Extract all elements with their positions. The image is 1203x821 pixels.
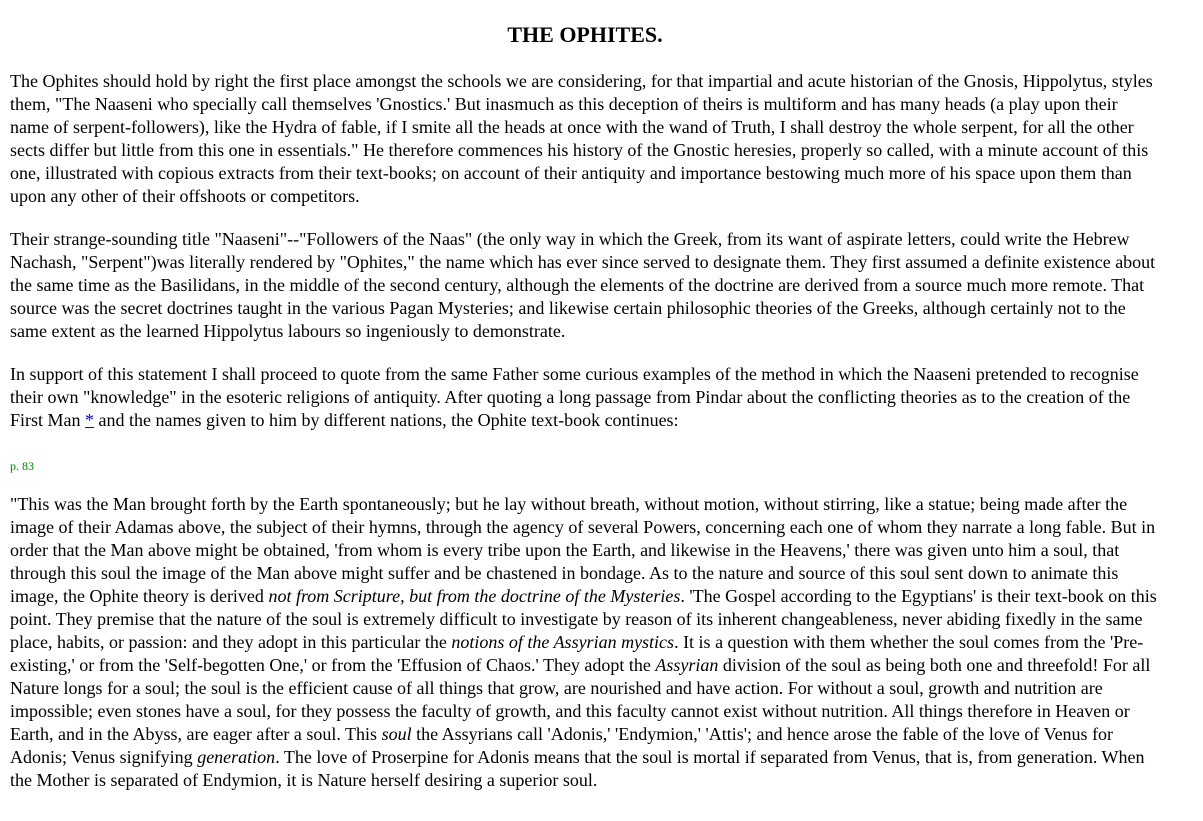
quote-italic-2: notions of the Assyrian mystics: [451, 632, 675, 652]
quote-text-1: "This was the Man brought forth by the Earth spontaneously; but he lay without breath, without motion, without stirring, like a statue; being made after the image of their Adamas above, the subject of their hymns, through the agency of several Powers, concerning each one of whom they narrate a long fable. But in order that the Man above might be obtained, 'from whom is every tribe upon the Earth, and likewise in the Heavens,' there was given unto him a soul, that through this soul the image of the Man above might suffer and be chastened in bondage. As to the nature and source of this soul sent down to animate this image, the Ophite theory is derived: [10, 494, 1156, 606]
document-page: [10, 0, 1160, 792]
paragraph-3-text-before: In support of this statement I shall proceed to quote from the same Father some curious examples of the method in which the Naaseni pretended to recognise their own "knowledge" in the esoteric religions of antiquity. After quoting a long passage from Pindar about the conflicting theories as to the creation of the First Man: [10, 364, 1139, 430]
quote-italic-5: generation: [197, 747, 276, 767]
quote-text-6: . The love of Proserpine for Adonis means that the soul is mortal if separated from Venus, that is, from generation. When the Mother is separated of Endymion, it is Nature herself desiring a superior soul.: [10, 747, 1145, 790]
quote-text-5: the Assyrians call 'Adonis,' 'Endymion,' 'Attis'; and hence arose the fable of the love of Venus for Adonis; Venus signifying: [10, 724, 1114, 767]
paragraph-4: [10, 493, 1160, 792]
quote-text-3: . It is a question with them whether the soul comes from the 'Pre-existing,' or from the 'Self-begotten One,' or from the 'Effusion of Chaos.' They adopt the: [10, 632, 1144, 675]
footnote-link[interactable]: *: [85, 410, 95, 430]
quote-italic-1: not from Scripture, but from the doctrine of the Mysteries: [268, 586, 681, 606]
quote-italic-4: soul: [381, 724, 412, 744]
paragraph-3-text-after: and the names given to him by different nations, the Ophite text-book continues:: [94, 410, 679, 430]
paragraph-2: Their strange-sounding title "Naaseni"--"Followers of the Naas" (the only way in which the Greek, from its want of aspirate letters, could write the Hebrew Nachash, "Serpent")was literally rendered by "Ophites," the name which has ever since served to designate them. They first assumed a definite existence about the same time as the Basilidans, in the middle of the second century, although the elements of the doctrine are derived from a source much more remote. That source was the secret doctrines taught in the various Pagan Mysteries; and likewise certain philosophic theories of the Greeks, although certainly not to the same extent as the learned Hippolytus labours so ingeniously to demonstrate.: [10, 229, 1156, 341]
quote-text-4: division of the soul as being both one and threefold! For all Nature longs for a soul; the soul is the efficient cause of all things that grow, are nourished and have action. For without a soul, growth and nutrition are impossible; even stones have a soul, for they possess the faculty of growth, and this faculty cannot exist without nutrition. All things therefore in Heaven or Earth, and in the Abyss, are eager after a soul. This: [10, 655, 1151, 744]
quote-text-2: . 'The Gospel according to the Egyptians' is their text-book on this point. They premise that the nature of the soul is extremely difficult to investigate by reason of its inherent changeableness, never abiding fixedly in the same place, habits, or passion: and they adopt in this particular the: [10, 586, 1157, 652]
paragraph-3: [10, 363, 1160, 432]
quote-italic-3: Assyrian: [655, 655, 719, 675]
paragraph-1: The Ophites should hold by right the first place amongst the schools we are considering, for that impartial and acute historian of the Gnosis, Hippolytus, styles them, "The Naaseni who specially call themselves 'Gnostics.' But inasmuch as this deception of theirs is multiform and has many heads (a play upon their name of serpent-followers), like the Hydra of fable, if I smite all the heads at once with the wand of Truth, I shall destroy the whole serpent, for all the other sects differ but little from this one in essentials." He therefore commences his history of the Gnostic heresies, properly so called, with a minute account of this one, illustrated with copious extracts from their text-books; on account of their antiquity and importance bestowing much more of his space upon them than upon any other of their offshoots or competitors.: [10, 71, 1153, 206]
page-number-label: p. 83: [10, 459, 34, 473]
page-title: THE OPHITES.: [507, 22, 663, 47]
